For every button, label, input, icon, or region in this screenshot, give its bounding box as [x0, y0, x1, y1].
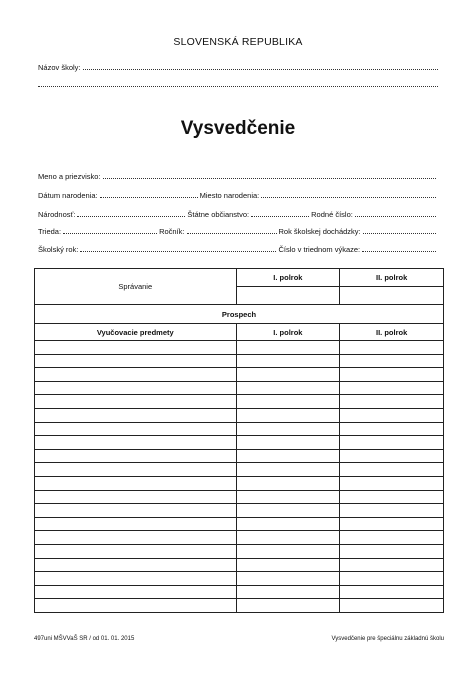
- school-name-field: [38, 63, 438, 72]
- subject-term1-cell[interactable]: [236, 490, 340, 504]
- subject-term2-cell[interactable]: [340, 341, 444, 355]
- subject-row: [35, 381, 444, 395]
- subject-term2-cell[interactable]: [340, 517, 444, 531]
- subject-term2-cell[interactable]: [340, 544, 444, 558]
- school-name-label: Názov školy:: [38, 63, 81, 72]
- subjects-term2-header: II. polrok: [340, 324, 444, 341]
- subject-term1-cell[interactable]: [236, 436, 340, 450]
- identity-row: [38, 210, 438, 219]
- term2-header: II. polrok: [340, 269, 444, 287]
- subject-row: [35, 490, 444, 504]
- subjects-header: Vyučovacie predmety: [35, 324, 237, 341]
- birth-row: [38, 191, 438, 200]
- subject-name-cell[interactable]: [35, 395, 237, 409]
- subject-term2-cell[interactable]: [340, 354, 444, 368]
- footer-form-code: 497uni MŠVVaŠ SR / od 01. 01. 2015: [34, 636, 135, 642]
- subject-row: [35, 341, 444, 355]
- subject-term1-cell[interactable]: [236, 381, 340, 395]
- grade-year-label: Ročník:: [159, 227, 185, 236]
- subject-term1-cell[interactable]: [236, 544, 340, 558]
- subject-term1-cell[interactable]: [236, 408, 340, 422]
- subject-term1-cell[interactable]: [236, 463, 340, 477]
- subject-term1-cell[interactable]: [236, 504, 340, 518]
- subject-name-cell[interactable]: [35, 504, 237, 518]
- citizenship-label: Štátne občianstvo:: [187, 210, 250, 219]
- behavior-label: Správanie: [35, 269, 237, 305]
- subject-term1-cell[interactable]: [236, 476, 340, 490]
- subject-term2-cell[interactable]: [340, 436, 444, 450]
- subject-row: [35, 436, 444, 450]
- subject-term2-cell[interactable]: [340, 449, 444, 463]
- subject-term2-cell[interactable]: [340, 368, 444, 382]
- subject-row: [35, 585, 444, 599]
- subject-term2-cell[interactable]: [340, 572, 444, 586]
- subject-term2-cell[interactable]: [340, 381, 444, 395]
- subject-term2-cell[interactable]: [340, 463, 444, 477]
- name-label: Meno a priezvisko:: [38, 172, 101, 181]
- subject-row: [35, 504, 444, 518]
- subject-name-cell[interactable]: [35, 436, 237, 450]
- subject-term1-cell[interactable]: [236, 368, 340, 382]
- footer-document-type: Vysvedčenie pre špeciálnu základnú školu: [331, 636, 444, 642]
- subjects-term1-header: I. polrok: [236, 324, 340, 341]
- nationality-label: Národnosť:: [38, 210, 76, 219]
- subject-term1-cell[interactable]: [236, 354, 340, 368]
- subject-name-cell[interactable]: [35, 531, 237, 545]
- nationality-line[interactable]: [77, 210, 185, 217]
- subject-name-cell[interactable]: [35, 572, 237, 586]
- subject-name-cell[interactable]: [35, 422, 237, 436]
- subject-row: [35, 572, 444, 586]
- subject-name-cell[interactable]: [35, 599, 237, 613]
- subject-term2-cell[interactable]: [340, 599, 444, 613]
- school-year-row: [38, 245, 438, 254]
- attendance-year-label: Rok školskej dochádzky:: [278, 227, 361, 236]
- subject-term1-cell[interactable]: [236, 422, 340, 436]
- subject-name-cell[interactable]: [35, 341, 237, 355]
- subject-name-cell[interactable]: [35, 381, 237, 395]
- subject-row: [35, 408, 444, 422]
- subject-row: [35, 368, 444, 382]
- name-row: [38, 172, 438, 181]
- subject-term2-cell[interactable]: [340, 558, 444, 572]
- behavior-term1-cell[interactable]: [236, 287, 340, 305]
- citizenship-line[interactable]: [251, 210, 309, 217]
- subject-name-cell[interactable]: [35, 490, 237, 504]
- class-row: [38, 227, 438, 236]
- subject-term2-cell[interactable]: [340, 422, 444, 436]
- subject-name-cell[interactable]: [35, 558, 237, 572]
- subject-row: [35, 544, 444, 558]
- subject-name-cell[interactable]: [35, 408, 237, 422]
- subject-term1-cell[interactable]: [236, 558, 340, 572]
- subject-row: [35, 463, 444, 477]
- school-name-line[interactable]: [83, 63, 438, 70]
- class-label: Trieda:: [38, 227, 62, 236]
- subject-term2-cell[interactable]: [340, 531, 444, 545]
- subject-row: [35, 354, 444, 368]
- subject-row: [35, 517, 444, 531]
- subject-term2-cell[interactable]: [340, 476, 444, 490]
- subject-name-cell[interactable]: [35, 463, 237, 477]
- subject-name-cell[interactable]: [35, 449, 237, 463]
- term1-header: I. polrok: [236, 269, 340, 287]
- subject-name-cell[interactable]: [35, 476, 237, 490]
- birth-date-line[interactable]: [100, 191, 198, 198]
- birth-number-line[interactable]: [355, 210, 436, 217]
- name-line[interactable]: [103, 172, 436, 179]
- subject-term2-cell[interactable]: [340, 395, 444, 409]
- subject-row: [35, 558, 444, 572]
- subject-name-cell[interactable]: [35, 585, 237, 599]
- subject-term2-cell[interactable]: [340, 504, 444, 518]
- progress-header: Prospech: [35, 305, 444, 324]
- subject-name-cell[interactable]: [35, 368, 237, 382]
- birth-number-label: Rodné číslo:: [311, 210, 353, 219]
- subject-term1-cell[interactable]: [236, 531, 340, 545]
- document-title: Vysvedčenie: [180, 118, 296, 139]
- subject-term2-cell[interactable]: [340, 408, 444, 422]
- behavior-term2-cell[interactable]: [340, 287, 444, 305]
- subject-name-cell[interactable]: [35, 544, 237, 558]
- subject-term1-cell[interactable]: [236, 341, 340, 355]
- subject-row: [35, 395, 444, 409]
- grades-table: [34, 268, 444, 613]
- subject-row: [35, 531, 444, 545]
- subject-term1-cell[interactable]: [236, 572, 340, 586]
- grade-year-line[interactable]: [187, 227, 277, 234]
- register-number-line[interactable]: [362, 245, 436, 252]
- subject-term1-cell[interactable]: [236, 599, 340, 613]
- birth-place-line[interactable]: [261, 191, 436, 198]
- register-number-label: Číslo v triednom výkaze:: [278, 245, 361, 254]
- country-heading: SLOVENSKÁ REPUBLIKA: [173, 36, 303, 48]
- class-line[interactable]: [63, 227, 157, 234]
- subject-term2-cell[interactable]: [340, 490, 444, 504]
- school-year-label: Školský rok:: [38, 245, 79, 254]
- subject-row: [35, 422, 444, 436]
- school-name-line-2[interactable]: [38, 80, 438, 88]
- subject-name-cell[interactable]: [35, 517, 237, 531]
- school-year-line[interactable]: [80, 245, 276, 252]
- subject-row: [35, 476, 444, 490]
- subject-row: [35, 449, 444, 463]
- subject-name-cell[interactable]: [35, 354, 237, 368]
- subject-term1-cell[interactable]: [236, 517, 340, 531]
- birth-date-label: Dátum narodenia:: [38, 191, 98, 200]
- subject-row: [35, 599, 444, 613]
- birth-place-label: Miesto narodenia:: [199, 191, 260, 200]
- subject-term1-cell[interactable]: [236, 395, 340, 409]
- subject-term1-cell[interactable]: [236, 585, 340, 599]
- subject-term1-cell[interactable]: [236, 449, 340, 463]
- subject-term2-cell[interactable]: [340, 585, 444, 599]
- attendance-year-line[interactable]: [363, 227, 436, 234]
